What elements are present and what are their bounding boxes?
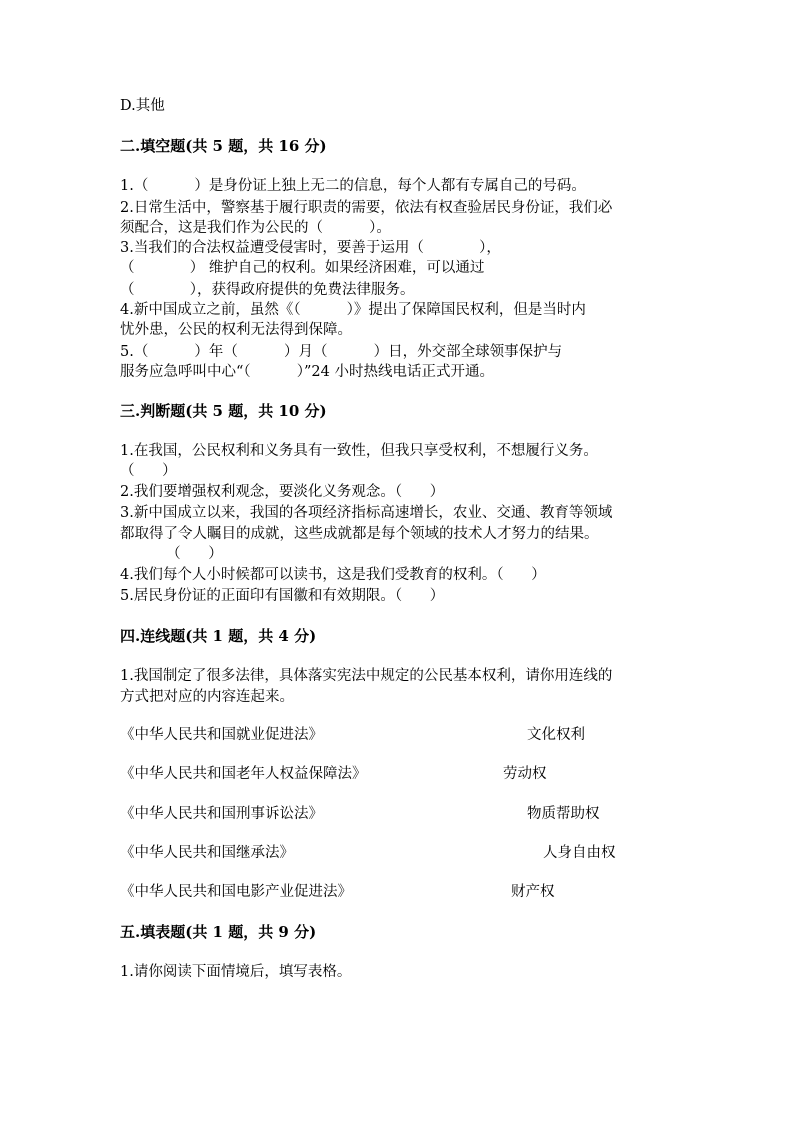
law-item: 《中华人民共和国电影产业促进法》 bbox=[120, 884, 352, 900]
section-2-line: 3.当我们的合法权益遭受侵害时，要善于运用（ ）， bbox=[120, 240, 501, 256]
section-5-line: 1.请你阅读下面情境后，填写表格。 bbox=[120, 964, 352, 980]
section-4-heading: 四.连线题(共 1 题，共 4 分) bbox=[120, 627, 317, 645]
section-3-heading: 三.判断题(共 5 题，共 10 分) bbox=[120, 402, 327, 420]
section-2-line: 服务应急呼叫中心“（ ）”24 小时热线电话正式开通。 bbox=[120, 364, 494, 380]
right-item: 财产权 bbox=[511, 884, 555, 900]
law-item: 《中华人民共和国刑事诉讼法》 bbox=[120, 806, 323, 822]
section-2-line: 4.新中国成立之前，虽然《（ ）》提出了保障国民权利，但是当时内 bbox=[120, 302, 586, 318]
section-2-heading: 二.填空题(共 5 题，共 16 分) bbox=[120, 137, 327, 155]
section-3-line: 2.我们要增强权利观念，要淡化义务观念。（ ） bbox=[120, 484, 445, 500]
section-3-line: 1.在我国，公民权利和义务具有一致性，但我只享受权利，不想履行义务。 bbox=[120, 443, 598, 459]
section-2-line: 1.（ ）是身份证上独上无二的信息，每个人都有专属自己的号码。 bbox=[120, 178, 586, 194]
section-2-line: 须配合，这是我们作为公民的（ ）。 bbox=[120, 220, 391, 236]
section-2-line: 5.（ ）年（ ）月（ ）日，外交部全球领事保护与 bbox=[120, 344, 563, 360]
law-item: 《中华人民共和国老年人权益保障法》 bbox=[120, 766, 367, 782]
section-3-line: （ ） bbox=[120, 463, 177, 479]
section-2-line: 2.日常生活中，警察基于履行职责的需要，依法有权查验居民身份证，我们必 bbox=[120, 200, 613, 216]
section-2-line: （ ），获得政府提供的免费法律服务。 bbox=[120, 282, 415, 298]
section-4-question-line: 方式把对应的内容连起来。 bbox=[120, 689, 294, 705]
section-3-line: 3.新中国成立以来，我国的各项经济指标高速增长，农业、交通、教育等领域 bbox=[120, 505, 613, 521]
section-3-line: 5.居民身份证的正面印有国徽和有效期限。（ ） bbox=[120, 588, 445, 604]
law-item: 《中华人民共和国继承法》 bbox=[120, 845, 294, 861]
section-2-line: （ ） 维护自己的权利。如果经济困难，可以通过 bbox=[120, 260, 485, 276]
law-item: 《中华人民共和国就业促进法》 bbox=[120, 727, 323, 743]
right-item: 劳动权 bbox=[503, 766, 547, 782]
section-3-line: （ ） bbox=[120, 546, 223, 562]
right-item: 人身自由权 bbox=[543, 845, 616, 861]
section-4-question-line: 1.我国制定了很多法律，具体落实宪法中规定的公民基本权利，请你用连线的 bbox=[120, 668, 613, 684]
option-d: D.其他 bbox=[120, 98, 165, 114]
section-3-line: 都取得了令人瞩目的成就，这些成就都是每个领域的技术人才努力的结果。 bbox=[120, 526, 599, 542]
section-3-line: 4.我们每个人小时候都可以读书，这是我们受教育的权利。（ ） bbox=[120, 567, 546, 583]
section-2-line: 忧外患，公民的权利无法得到保障。 bbox=[120, 322, 352, 338]
right-item: 物质帮助权 bbox=[527, 806, 600, 822]
right-item: 文化权利 bbox=[527, 727, 585, 743]
section-5-heading: 五.填表题(共 1 题，共 9 分) bbox=[120, 923, 317, 941]
